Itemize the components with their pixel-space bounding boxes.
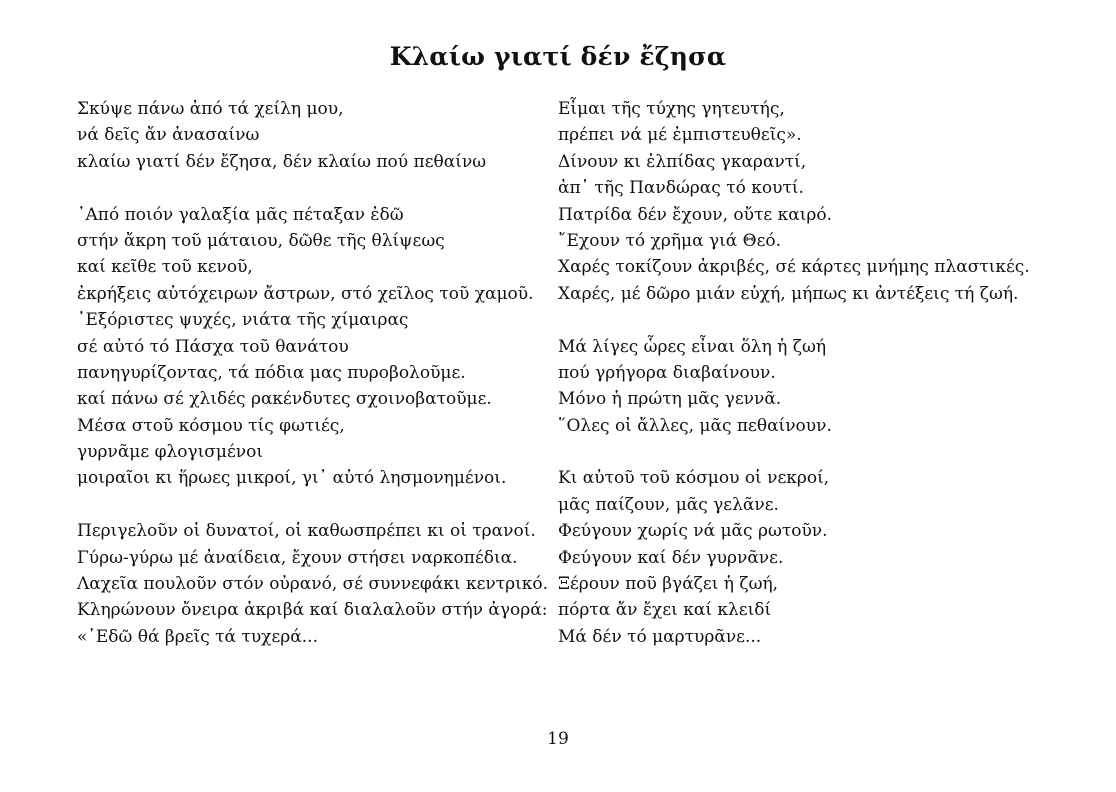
verse-line: Κι αὐτοῦ τοῦ κόσμου οἱ νεκροί, — [558, 468, 830, 489]
stanza — [558, 334, 1038, 440]
verse-line: Ξέρουν ποῦ βγάζει ἡ ζωή, — [558, 574, 779, 595]
verse-line: Φεύγουν καί δέν γυρνᾶνε. — [558, 547, 784, 568]
verse-line: ῎Εχουν τό χρῆμα γιά Θεό. — [558, 230, 782, 251]
verse-line: πρέπει νά μέ ἐμπιστευθεῖς». — [558, 125, 802, 146]
verse-line: ᾽Από ποιόν γαλαξία μᾶς πέταξαν ἐδῶ — [77, 204, 404, 225]
verse-line: Λαχεῖα πουλοῦν στόν οὐρανό, σέ συννεφάκι κεντρικό. — [77, 574, 549, 595]
verse-line: Μέσα στοῦ κόσμου τίς φωτιές, — [77, 415, 345, 436]
verse-line: ἐκρήξεις αὐτόχειρων ἄστρων, στό χεῖλος τοῦ χαμοῦ. — [77, 283, 534, 304]
verse-line: σέ αὐτό τό Πάσχα τοῦ θανάτου — [77, 336, 349, 357]
verse-line: Μά λίγες ὧρες εἶναι ὅλη ἡ ζωή — [558, 336, 827, 357]
verse-line: «᾽Εδῶ θά βρεῖς τά τυχερά... — [77, 626, 318, 647]
verse-line: Περιγελοῦν οἱ δυνατοί, οἱ καθωσπρέπει κι οἱ τρανοί. — [77, 521, 536, 542]
verse-line: Γύρω-γύρω μέ ἀναίδεια, ἔχουν στήσει ναρκοπέδια. — [77, 547, 518, 568]
verse-line: Φεύγουν χωρίς νά μᾶς ρωτοῦν. — [558, 521, 828, 542]
stanza — [558, 465, 1038, 650]
verse-line: Χαρές τοκίζουν ἀκριβές, σέ κάρτες μνήμης πλαστικές. — [558, 257, 1030, 278]
verse-line: Μόνο ἡ πρώτη μᾶς γεννᾶ. — [558, 389, 782, 410]
stanza — [77, 518, 547, 650]
page-number: 19 — [547, 729, 569, 749]
verse-line: μοιραῖοι κι ἥρωες μικροί, γι᾽ αὐτό λησμονημένοι. — [77, 468, 507, 489]
verse-line: Σκύψε πάνω ἀπό τά χείλη μου, — [77, 99, 344, 119]
verse-line: πόρτα ἄν ἔχει καί κλειδί — [558, 600, 772, 621]
verse-line: Πατρίδα δέν ἔχουν, οὔτε καιρό. — [558, 204, 832, 225]
verse-line: καί κεῖθε τοῦ κενοῦ, — [77, 257, 253, 278]
stanza — [558, 96, 1038, 307]
verse-line: ᾽Εξόριστες ψυχές, νιάτα τῆς χίμαιρας — [77, 310, 409, 331]
verse-line: Μά δέν τό μαρτυρᾶνε... — [558, 626, 762, 647]
verse-line: Χαρές, μέ δῶρο μιάν εὐχή, μήπως κι ἀντέξεις τή ζωή. — [558, 283, 1019, 304]
verse-line: γυρνᾶμε φλογισμένοι — [77, 442, 263, 463]
verse-line: ἀπ᾽ τῆς Πανδώρας τό κουτί. — [558, 178, 804, 199]
verse-line: Δίνουν κι ἐλπίδας γκαραντί, — [558, 151, 807, 172]
left-column — [77, 96, 547, 650]
stanza — [77, 96, 547, 175]
verse-line: μᾶς παίζουν, μᾶς γελᾶνε. — [558, 494, 779, 515]
stanza-gap — [77, 492, 547, 518]
verse-line: πανηγυρίζοντας, τά πόδια μας πυροβολοῦμε. — [77, 362, 466, 383]
poem-title: Κλαίω γιατί δέν ἔζησα — [389, 42, 727, 71]
right-column — [558, 96, 1038, 650]
stanza-gap — [558, 307, 1038, 333]
verse-line: καί πάνω σέ χλιδές ρακένδυτες σχοινοβατοῦμε. — [77, 389, 492, 410]
verse-line: ῞Ολες οἱ ἄλλες, μᾶς πεθαίνουν. — [558, 415, 832, 436]
verse-line: στήν ἄκρη τοῦ μάταιου, δῶθε τῆς θλίψεως — [77, 230, 445, 251]
verse-line: κλαίω γιατί δέν ἔζησα, δέν κλαίω πού πεθαίνω — [77, 151, 487, 172]
verse-line: Εἶμαι τῆς τύχης γητευτής, — [558, 99, 785, 119]
stanza-gap — [558, 439, 1038, 465]
verse-line: πού γρήγορα διαβαίνουν. — [558, 362, 776, 383]
verse-line: νά δεῖς ἄν ἀνασαίνω — [77, 125, 260, 146]
stanza — [77, 202, 547, 492]
verse-line: Κληρώνουν ὄνειρα ἀκριβά καί διαλαλοῦν στήν ἀγορά: — [77, 600, 548, 621]
stanza-gap — [77, 175, 547, 201]
